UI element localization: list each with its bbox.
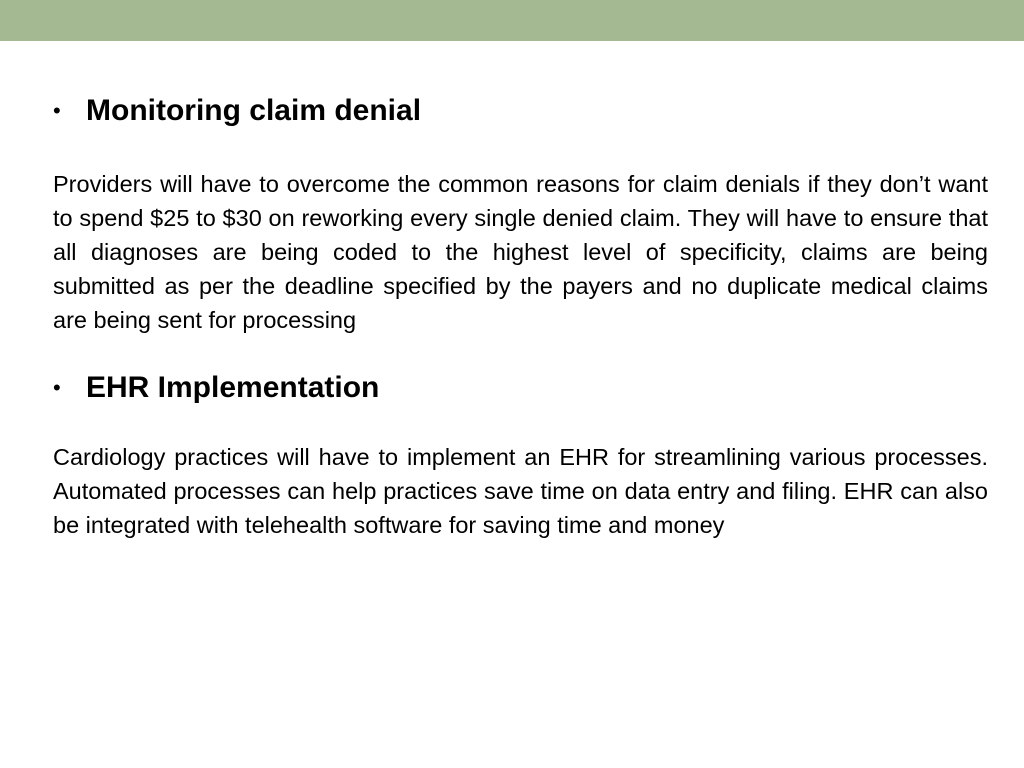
section-monitoring-claim-denial xyxy=(53,88,988,337)
section-heading-text: EHR Implementation xyxy=(86,371,380,404)
section-heading xyxy=(53,365,988,413)
bullet-icon: • xyxy=(53,98,61,123)
section-heading-text: Monitoring claim denial xyxy=(86,94,422,127)
section-body-text: Cardiology practices will have to implement an EHR for streamlining various processes. Automated processes can help practices save time on data entry and filing. EHR can also be integrated with telehealth software for saving time and money xyxy=(53,444,988,538)
section-body-text: Providers will have to overcome the common reasons for claim denials if they don’t want to spend $25 to $30 on reworking every single denied claim. They will have to ensure that all diagnoses are being coded to the highest level of specificity, claims are being submitted as per the deadline specified by the payers and no duplicate medical claims are being sent for processing xyxy=(53,171,988,333)
slide-content xyxy=(53,88,988,542)
section-heading xyxy=(53,88,988,136)
top-banner-bar xyxy=(0,0,1024,41)
bullet-icon: • xyxy=(53,375,61,400)
section-ehr-implementation xyxy=(53,365,988,542)
